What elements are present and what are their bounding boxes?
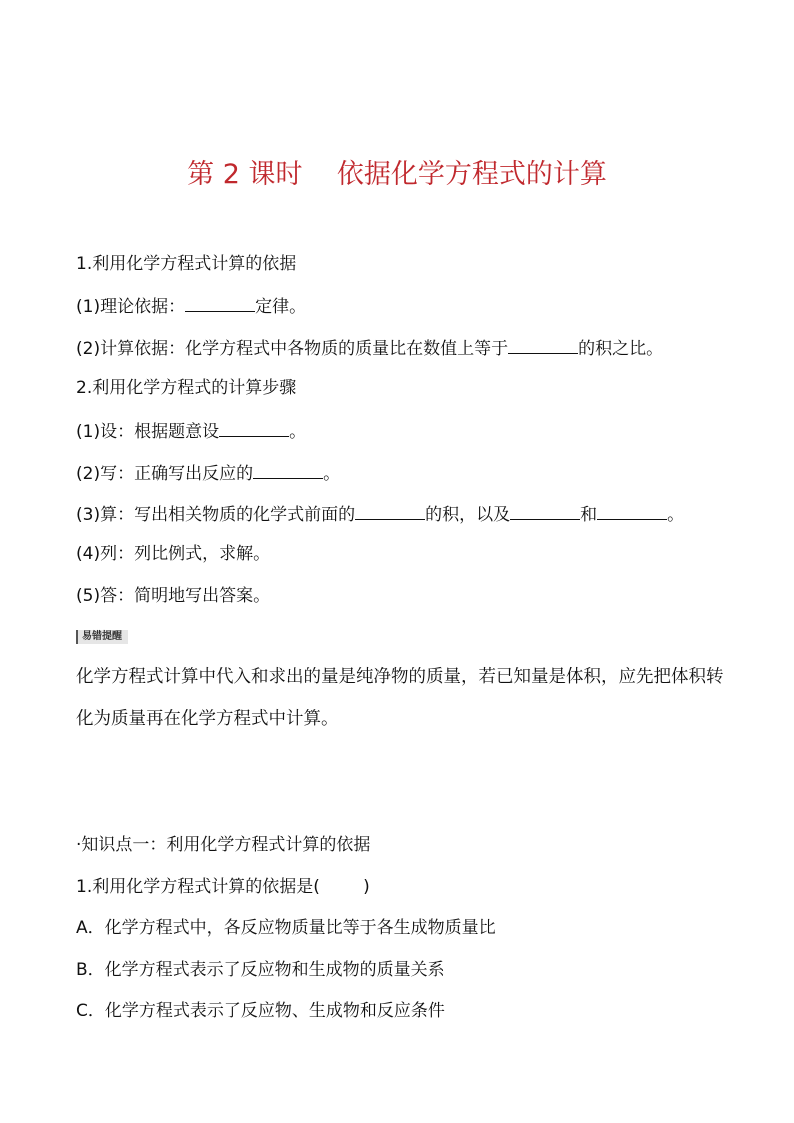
step3-suffix: 。: [667, 505, 685, 525]
option-c[interactable]: C．化学方程式表示了反应物、生成物和反应条件: [76, 1001, 445, 1021]
item1-suffix: 定律。: [255, 297, 307, 317]
step2-prefix: (2)写：正确写出反应的: [76, 464, 254, 484]
knowledge-heading: ·知识点一：利用化学方程式计算的依据: [76, 835, 371, 855]
tip-label: 易错提醒: [76, 630, 128, 644]
section1-item2: [76, 336, 663, 360]
step1-prefix: (1)设：根据题意设: [76, 422, 220, 442]
step-3: [76, 502, 684, 526]
option-a[interactable]: A．化学方程式中，各反应物质量比等于各生成物质量比: [76, 918, 496, 938]
step3-mid1: 的积，以及: [425, 505, 511, 525]
step2-suffix: 。: [323, 464, 341, 484]
step-4: (4)列：列比例式，求解。: [76, 544, 271, 564]
fill-blank[interactable]: [253, 461, 323, 479]
item1-prefix: (1)理论依据：: [76, 297, 186, 317]
fill-blank[interactable]: [510, 502, 580, 520]
step-1: [76, 419, 306, 443]
section1-heading: 1.利用化学方程式计算的依据: [76, 254, 297, 274]
page-title: 第 2 课时 依据化学方程式的计算: [187, 159, 607, 190]
fill-blank[interactable]: [185, 294, 255, 312]
step3-mid2: 和: [580, 505, 598, 525]
fill-blank[interactable]: [219, 419, 289, 437]
section2-heading: 2.利用化学方程式的计算步骤: [76, 378, 297, 398]
question-1: 1.利用化学方程式计算的依据是( ): [76, 877, 370, 897]
item2-suffix: 的积之比。: [578, 339, 664, 359]
step1-suffix: 。: [289, 422, 307, 442]
section1-item1: [76, 294, 306, 318]
fill-blank[interactable]: [508, 336, 578, 354]
step-2: [76, 461, 340, 485]
item2-prefix: (2)计算依据：化学方程式中各物质的质量比在数值上等于: [76, 339, 509, 359]
fill-blank[interactable]: [597, 502, 667, 520]
tip-text: 化学方程式计算中代入和求出的量是纯净物的质量，若已知量是体积，应先把体积转化为质量再在化学方程式中计算。: [76, 667, 724, 729]
step3-prefix: (3)算：写出相关物质的化学式前面的: [76, 505, 356, 525]
fill-blank[interactable]: [355, 502, 425, 520]
option-b[interactable]: B．化学方程式表示了反应物和生成物的质量关系: [76, 960, 445, 980]
step-5: (5)答：简明地写出答案。: [76, 586, 271, 606]
